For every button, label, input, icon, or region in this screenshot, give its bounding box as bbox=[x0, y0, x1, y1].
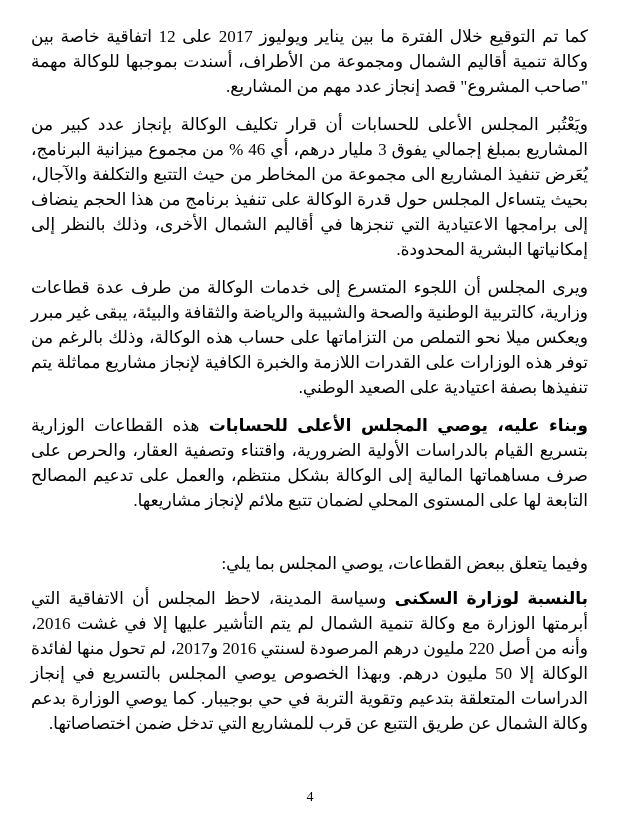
paragraph-4-body: هذه القطاعات الوزارية بتسريع القيام بالدراسات الأولية الضرورية، واقتناء وتصفية العقار، والحرص على صرف مساهماتها المالية إلى الوكالة بشكل منتظم، والعمل على تدعيم المصالح التابعة لها على المستوى المحلي لضمان تتبع ملائم لإنجاز مشاريعها. bbox=[31, 416, 588, 510]
paragraph-3-body: ويرى المجلس أن اللجوء المتسرع إلى خدمات الوكالة من طرف عدة قطاعات وزارية، كالتربية الوطنية والصحة والشبيبة والرياضة والثقافة والبيئة، يبقى غير مبرر ويعكس ميلا نحو التملص من التزاماتها على حساب هذه الوكالة، وذلك بالرغم من توفر هذه الوزارات على القدرات اللازمة والخبرة الكافية لإنجاز مشاريع مماثلة يتم تنفيذها بصفة اعتيادية على الصعيد الوطني. bbox=[31, 278, 588, 397]
document-text bbox=[31, 24, 588, 749]
page-number: 4 bbox=[306, 790, 314, 805]
paragraph-6-lead: بالنسبة لوزارة السكنى bbox=[394, 589, 588, 608]
paragraph-housing-ministry bbox=[31, 586, 588, 736]
paragraph-sectors-intro bbox=[31, 551, 588, 576]
paragraph-court-assessment bbox=[31, 112, 588, 262]
paragraph-ministries-recourse bbox=[31, 275, 588, 400]
paragraph-agreements-signed bbox=[31, 24, 588, 99]
paragraph-1-body: كما تم التوقيع خلال الفترة ما بين يناير ويوليوز 2017 على 12 اتفاقية خاصة بين وكالة تنمية أقاليم الشمال ومجموعة من الأطراف، أسندت بموجبها للوكالة مهمة "صاحب المشروع" قصد إنجاز عدد مهم من المشاريع. bbox=[31, 27, 588, 96]
paragraph-5-body: وفيما يتعلق ببعض القطاعات، يوصي المجلس بما يلي: bbox=[221, 554, 588, 573]
paragraph-4-lead: وبناء عليه، يوصي المجلس الأعلى للحسابات bbox=[208, 416, 588, 435]
paragraph-2-body: ويَعْتُبر المجلس الأعلى للحسابات أن قرار تكليف الوكالة بإنجاز عدد كبير من المشاريع بمبلغ إجمالي يفوق 3 مليار درهم، أي 46 % من مجموع ميزانية البرنامج، يُعَرض تنفيذ المشاريع الى مجموعة من المخاطر من حيث التتبع والتكلفة والآجال، بحيث يتساءل المجلس حول قدرة الوكالة على تنفيذ برنامج من هذا الحجم ينضاف إلى برامجها الاعتيادية التي تنجزها في أقاليم الشمال الأخرى، وذلك بالنظر إلى إمكانياتها البشرية المحدودة. bbox=[31, 115, 589, 259]
paragraph-6-body: وسياسة المدينة، لاحظ المجلس أن الاتفاقية التي أبرمتها الوزارة مع وكالة تنمية الشمال لم يتم التأشير عليها إلا في غشت 2016، وأنه من أصل 220 مليون درهم المرصودة لسنتي 2016 و2017، لم تحول منها لفائدة الوكالة إلا 50 مليون درهم. وبهذا الخصوص يوصي المجلس بالتسريع في إنجاز الدراسات المتعلقة بتدعيم وتقوية التربة في حي بوجيبار. كما يوصي الوزارة بدعم وكالة الشمال عن طريق التتبع عن قرب للمشاريع التي تدخل ضمن اختصاصاتها. bbox=[31, 589, 589, 733]
paragraph-council-recommendation bbox=[31, 413, 588, 513]
